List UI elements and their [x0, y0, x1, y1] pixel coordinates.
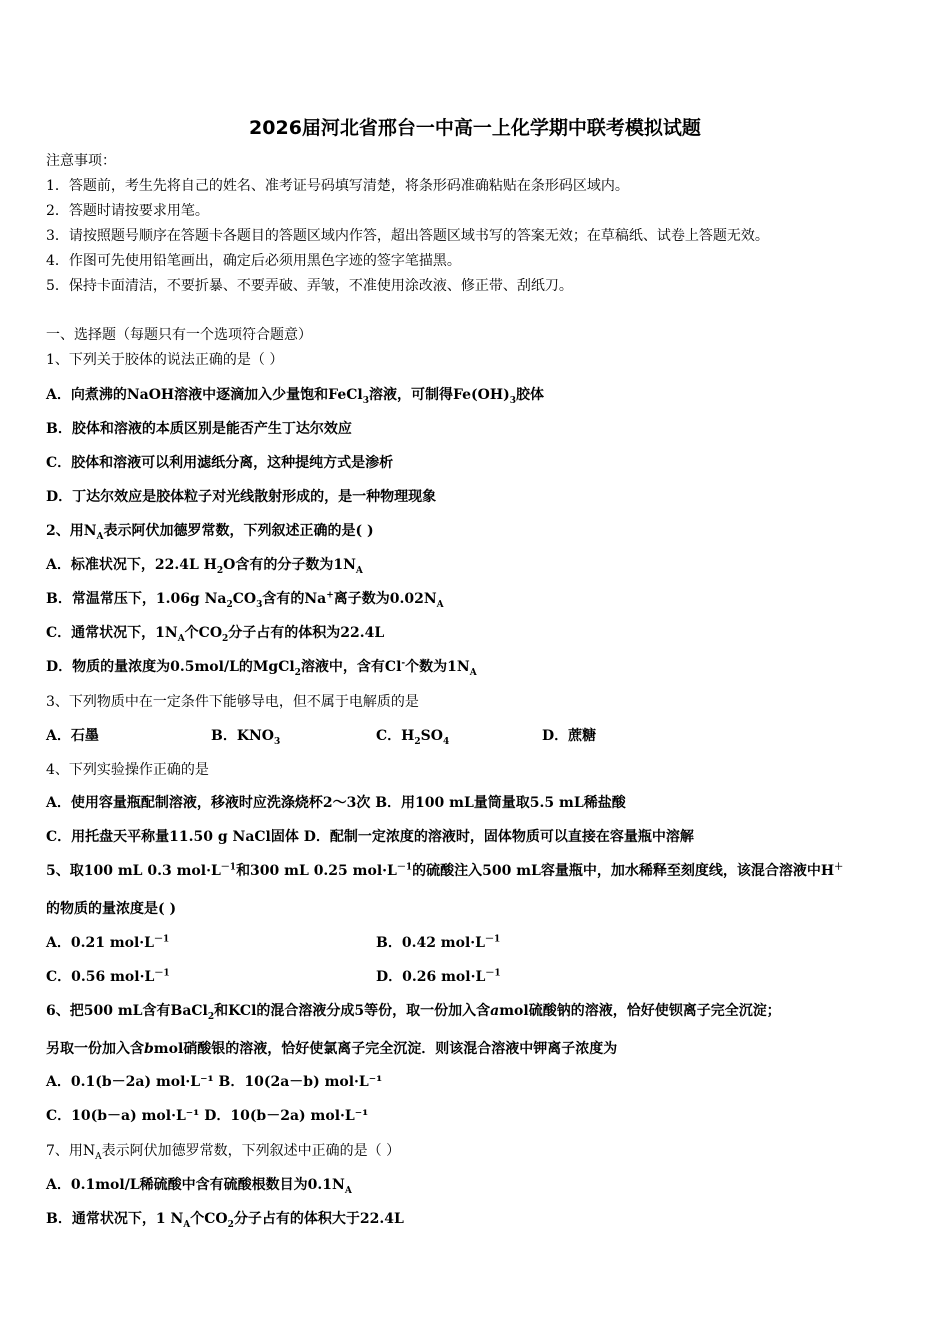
q2-option-b: B．常温常压下，1.06g $Na_2CO_3$含有的Na+离子数为$0.02N_A$	[46, 590, 444, 610]
q4-options-ab: A．使用容量瓶配制溶液，移液时应洗涤烧杯2～3次 B．用100 mL量筒量取5.5 mL稀盐酸	[46, 795, 626, 811]
q6-stem-line2: 另取一份加入含bmol硝酸银的溶液，恰好使氯离子完全沉淀．则该混合溶液中钾离子浓度为	[46, 1041, 618, 1057]
q1-option-c: C．胶体和溶液可以利用滤纸分离，这种提纯方式是渗析	[46, 455, 394, 471]
q1-option-b: B．胶体和溶液的本质区别是能否产生丁达尔效应	[46, 421, 352, 437]
q3-option-c: C．$H_2SO_4$	[376, 728, 450, 747]
q1-option-d: D．丁达尔效应是胶体粒子对光线散射形成的，是一种物理现象	[46, 489, 437, 505]
q5-stem-line2: 的物质的量浓度是( )	[46, 901, 177, 917]
q5-option-d: D．0.26 $mol\cdot L^{-1}$	[376, 968, 501, 985]
q2-option-d: D．物质的量浓度为0.5mol/L的MgCl$_2$溶液中，含有Cl-个数为$1N_A$	[46, 658, 477, 678]
q1-stem: 1、下列关于胶体的说法正确的是（ ）	[46, 352, 284, 368]
q5-option-a: A．0.21 $mol\cdot L^{-1}$	[46, 934, 170, 951]
q2-stem: 2、用$N_A$表示阿伏加德罗常数，下列叙述正确的是( )	[46, 523, 374, 542]
q4-stem: 4、下列实验操作正确的是	[46, 762, 209, 778]
page-title: 2026届河北省邢台一中高一上化学期中联考模拟试题	[249, 117, 701, 139]
notice-item-2: 2．答题时请按要求用笔。	[46, 203, 209, 219]
q7-option-b: B．通常状况下，1 $N_A$个$CO_2$分子占有的体积大于22.4L	[46, 1211, 404, 1230]
q1-option-a: A．向煮沸的NaOH溶液中逐滴加入少量饱和FeCl$_3$溶液，可制得$Fe(OH)_3$胶体	[46, 387, 544, 406]
q4-options-cd: C．用托盘天平称量11.50 g NaCl固体 D．配制一定浓度的溶液时，固体物质可以直接在容量瓶中溶解	[46, 829, 694, 845]
notice-item-1: 1．答题前，考生先将自己的姓名、准考证号码填写清楚，将条形码准确粘贴在条形码区域内。	[46, 178, 629, 194]
q6-options-ab: A．0.1(b－2a) mol·L⁻¹ B．10(2a－b) mol·L⁻¹	[46, 1074, 383, 1090]
q5-option-b: B．0.42 $mol\cdot L^{-1}$	[376, 934, 501, 951]
notice-item-5: 5．保持卡面清洁，不要折暴、不要弄破、弄皱，不准使用涂改液、修正带、刮纸刀。	[46, 278, 573, 294]
q5-stem-line1: 5、取100 mL 0.3 $mol\cdot L^{-1}$和300 mL 0.25 $mol\cdot L^{-1}$的硫酸注入500 mL容量瓶中，加水稀释至刻度线，该混合溶液中H＋	[46, 862, 844, 879]
q3-stem: 3、下列物质中在一定条件下能够导电，但不属于电解质的是	[46, 694, 419, 710]
q2-option-a: A．标准状况下，22.4L $H_2O$含有的分子数为$1N_A$	[46, 557, 363, 576]
q3-option-b: B．$KNO_3$	[211, 728, 281, 747]
q3-option-a: A．石墨	[46, 728, 99, 744]
q7-stem: 7、用$N_A$表示阿伏加德罗常数，下列叙述中正确的是（ ）	[46, 1143, 401, 1162]
q6-options-cd: C．10(b－a) mol·L⁻¹ D．10(b－2a) mol·L⁻¹	[46, 1108, 369, 1124]
notice-item-4: 4．作图可先使用铅笔画出，确定后必须用黑色字迹的签字笔描黑。	[46, 253, 461, 269]
q6-stem-line1: 6、把500 mL含有BaCl$_2$和KCl的混合溶液分成5等份，取一份加入含amol硫酸钠的溶液，恰好使钡离子完全沉淀；	[46, 1003, 781, 1022]
q5-option-c: C．0.56 $mol\cdot L^{-1}$	[46, 968, 170, 985]
q7-option-a: A．0.1mol/L稀硫酸中含有硫酸根数目为$0.1N_A$	[46, 1177, 352, 1196]
notice-item-3: 3．请按照题号顺序在答题卡各题目的答题区域内作答，超出答题区域书写的答案无效；在草稿纸、试卷上答题无效。	[46, 228, 769, 244]
notice-heading: 注意事项：	[46, 153, 116, 169]
q3-option-d: D．蔗糖	[542, 728, 597, 744]
q2-option-c: C．通常状况下，$1N_A$个$CO_2$分子占有的体积为22.4L	[46, 625, 385, 644]
section-heading: 一、选择题（每题只有一个选项符合题意）	[46, 327, 312, 343]
